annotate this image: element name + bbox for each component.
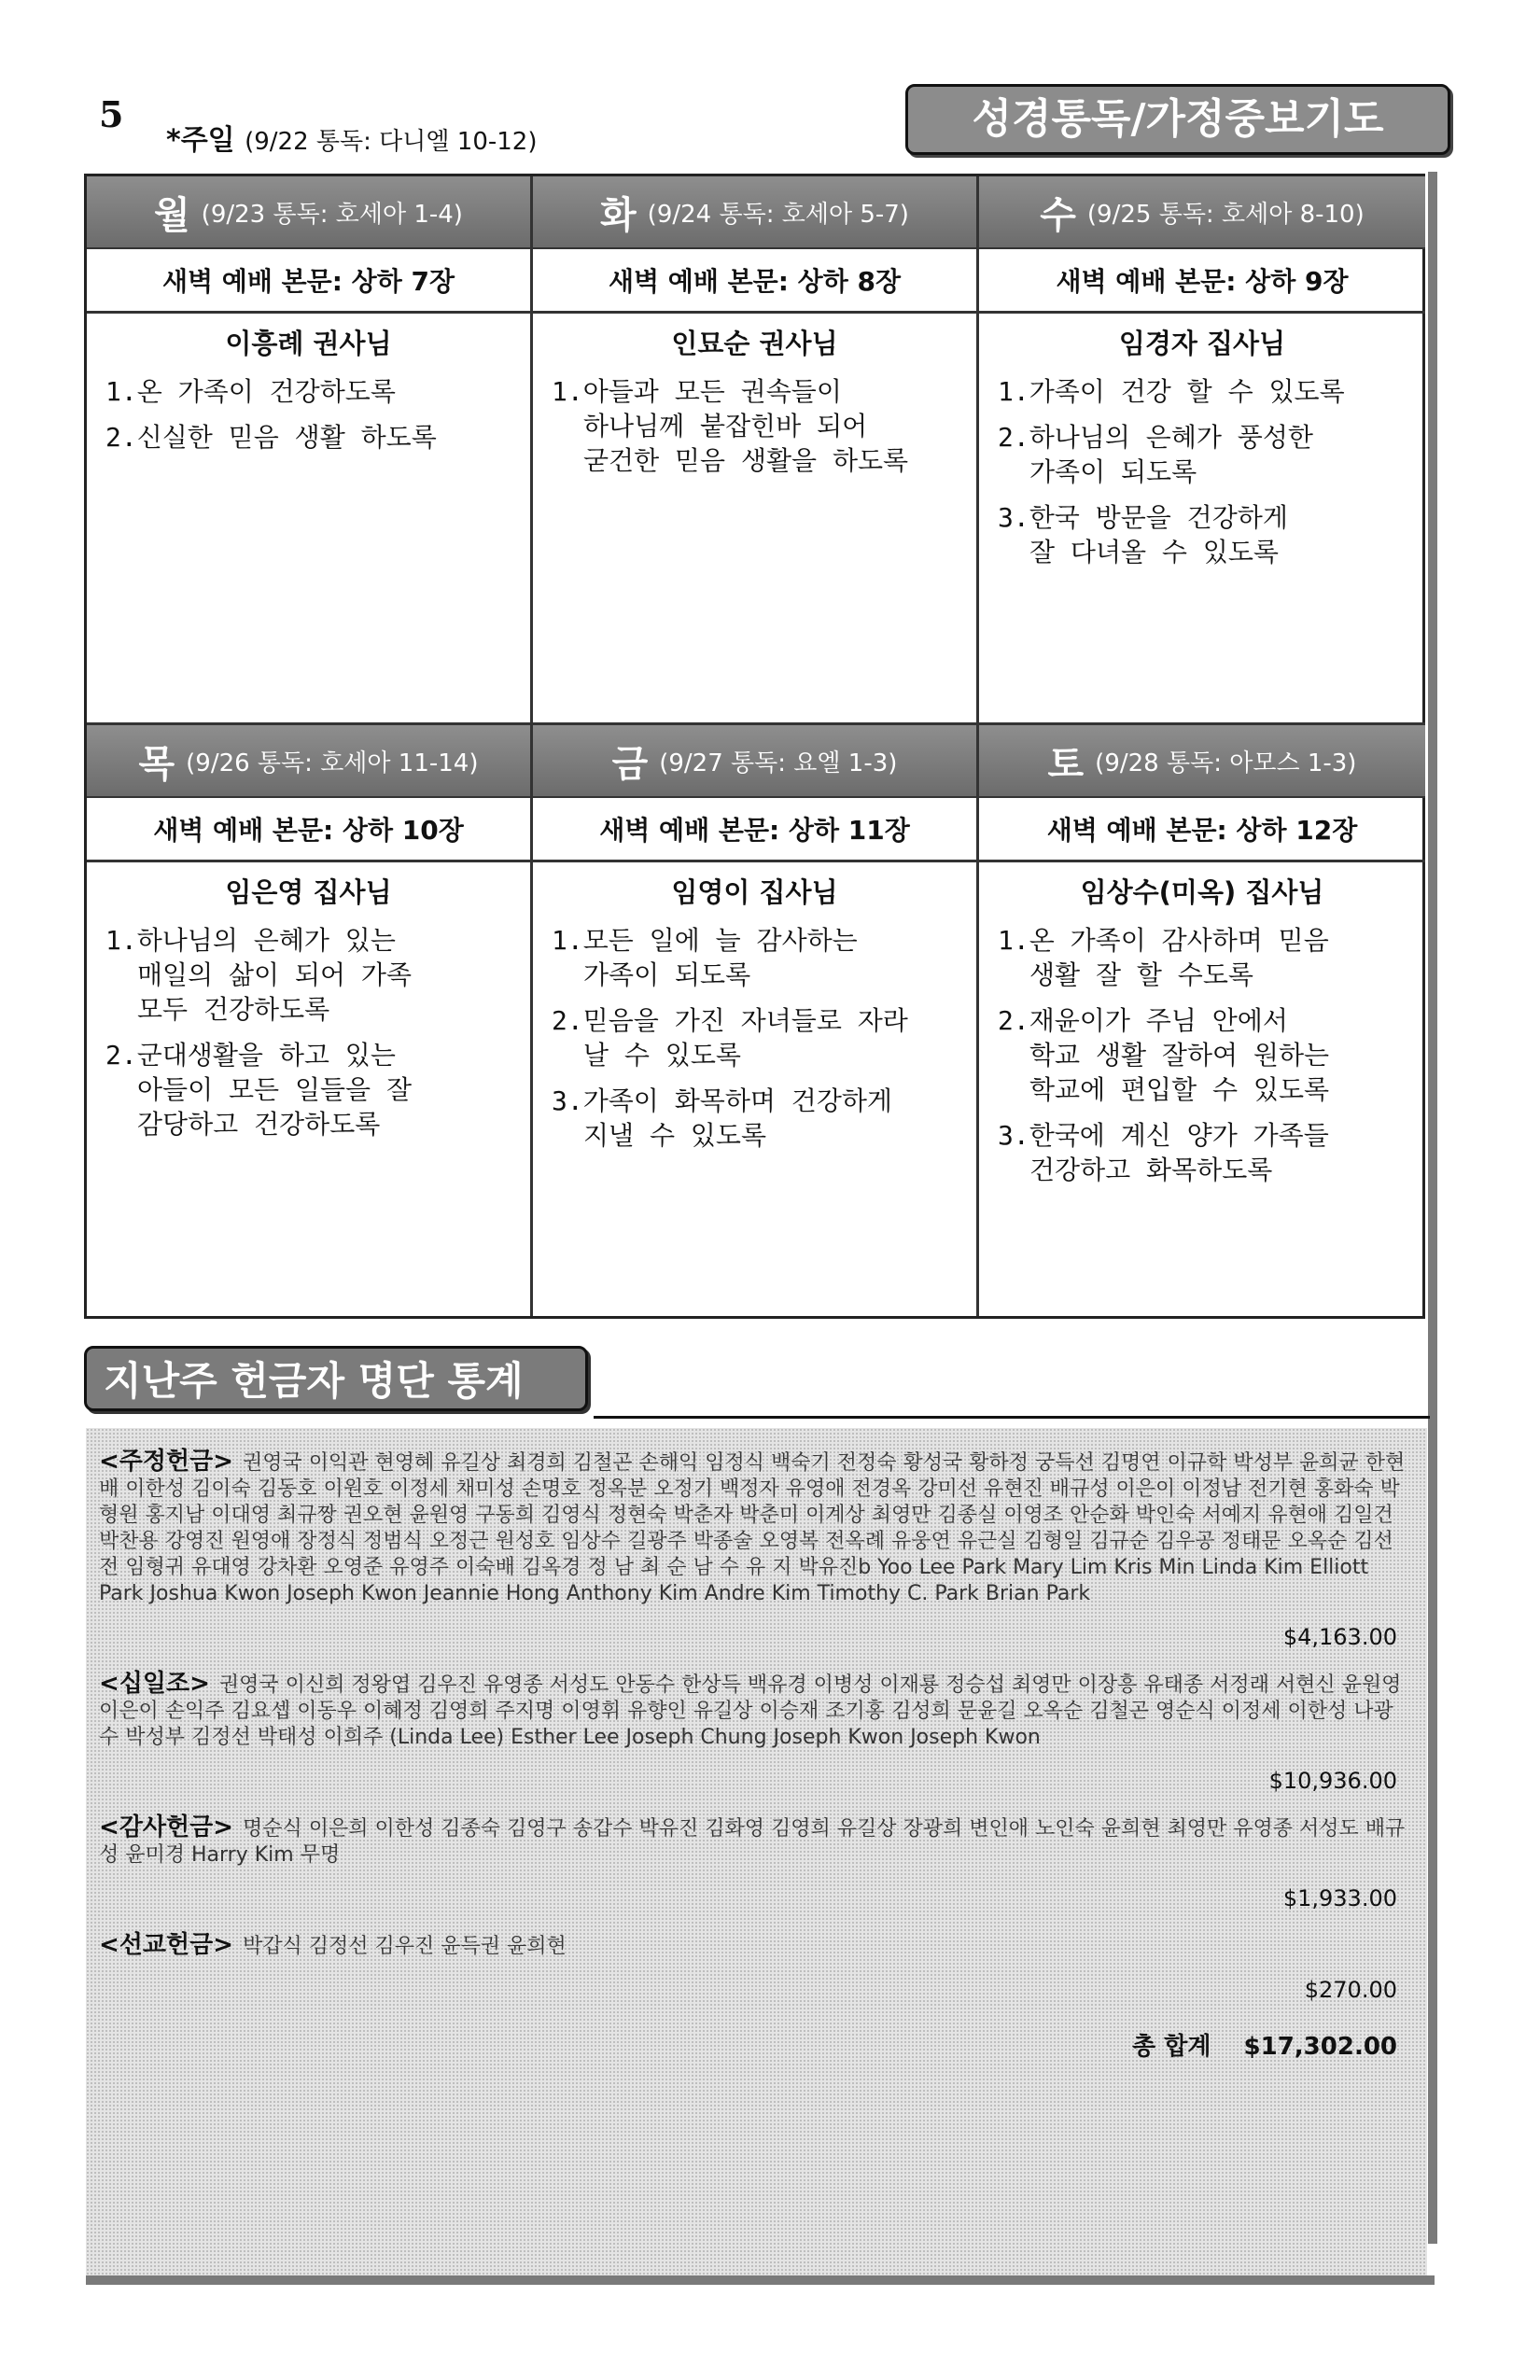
prayer-item: 1.모든 일에 늘 감사하는 가족이 되도록 xyxy=(552,925,858,990)
day-header xyxy=(533,176,976,249)
prayer-item: 2.재윤이가 주님 안에서 학교 생활 잘하여 원하는 학교에 편입할 수 있도록 xyxy=(998,1005,1330,1105)
donor-names: 권영국 이신희 정왕엽 김우진 유영종 서성도 안동수 한상득 백유경 이병성 이재룡 정승섭 최영만 이장흥 유태종 서정래 서현신 윤원영 이은이 손익주 김요셉 이동우 이혜정 김영희 주지명 이영휘 유향인 유길상 이승재 조기홍 김성희 문윤길 오옥순 김철곤 영순식 이정세 이한성 나광수 박성부 김정선 박태성 이희주 (Linda Lee) Esther Lee Joseph Chung Joseph Kwon Joseph Kwon xyxy=(99,1673,1402,1749)
day-reading: (9/24 통독: 호세아 5-7) xyxy=(647,200,909,229)
sermon-text: 새벽 예배 본문: 상하 10장 xyxy=(87,798,530,862)
prayer-item: 3.한국 방문을 건강하게 잘 다녀올 수 있도록 xyxy=(998,502,1288,567)
day-name: 수 xyxy=(1040,193,1076,237)
donor-names: 박갑식 김정선 김우진 윤득권 윤희현 xyxy=(243,1935,567,1958)
sunday-reading-text: (9/22 통독: 다니엘 10-12) xyxy=(245,128,538,156)
prayer-list xyxy=(979,923,1425,1187)
day-reading: (9/27 통독: 요엘 1-3) xyxy=(659,749,898,777)
day-reading: (9/26 통독: 호세아 11-14) xyxy=(186,749,479,777)
offering-list xyxy=(86,1428,1427,2275)
prayer-list xyxy=(533,374,976,478)
prayer-item: 3.가족이 화목하며 건강하게 지낼 수 있도록 xyxy=(552,1085,892,1151)
day-reading: (9/25 통독: 호세아 8-10) xyxy=(1086,200,1365,229)
day-cell xyxy=(533,725,979,1316)
prayer-item: 1.가족이 건강 할 수 있도록 xyxy=(998,376,1345,407)
prayer-item: 1.온 가족이 감사하며 믿음 생활 잘 할 수도록 xyxy=(998,925,1329,990)
day-name: 목 xyxy=(138,742,175,786)
prayer-item: 1.온 가족이 건강하도록 xyxy=(105,376,396,407)
group-label: <감사헌금> xyxy=(99,1813,234,1841)
sermon-text: 새벽 예배 본문: 상하 11장 xyxy=(533,798,976,862)
day-reading: (9/23 통독: 호세아 1-4) xyxy=(201,200,463,229)
day-cell xyxy=(979,725,1425,1316)
group-amount: $4,163.00 xyxy=(1282,1624,1397,1650)
prayer-item: 1.아들과 모든 권속들이 하나님께 붙잡힌바 되어 굳건한 믿음 생활을 하도록 xyxy=(552,376,909,476)
prayer-person: 임경자 집사님 xyxy=(1118,328,1286,359)
day-name: 월 xyxy=(154,193,190,237)
prayer-item: 2.군대생활을 하고 있는 아들이 모든 일들을 잘 감당하고 건강하도록 xyxy=(105,1040,413,1140)
group-label: <주정헌금> xyxy=(99,1448,234,1476)
offering-total xyxy=(99,2027,1408,2062)
group-label: <선교헌금> xyxy=(99,1931,234,1959)
prayer-list xyxy=(533,923,976,1153)
offering-group xyxy=(99,1814,1408,1911)
prayer-list xyxy=(979,374,1425,569)
section-divider xyxy=(594,1416,1430,1419)
sunday-label: *주일 xyxy=(166,124,235,157)
offering-bottom-shadow xyxy=(86,2275,1435,2285)
prayer-item: 1.하나님의 은혜가 있는 매일의 삶이 되어 가족 모두 건강하도록 xyxy=(105,925,413,1025)
offering-group xyxy=(99,1449,1408,1650)
day-cell xyxy=(979,176,1425,725)
sunday-reading xyxy=(166,117,537,158)
day-header xyxy=(533,725,976,798)
prayer-item: 3.한국에 계신 양가 가족들 건강하고 화목하도록 xyxy=(998,1120,1329,1185)
sermon-text: 새벽 예배 본문: 상하 8장 xyxy=(533,249,976,314)
prayer-person: 임은영 집사님 xyxy=(225,876,392,908)
offering-group xyxy=(99,1671,1408,1794)
day-cell xyxy=(533,176,979,725)
day-header xyxy=(87,176,530,249)
donor-names: 명순식 이은희 이한성 김종숙 김영구 송갑수 박유진 김화영 김영희 유길상 장광희 변인애 노인숙 윤희현 최영만 유영종 서성도 배규성 윤미경 Harry Kim 무명 xyxy=(99,1817,1406,1867)
donor-names: 권영국 이익관 현영혜 유길상 최경희 김철곤 손해익 임정식 백숙기 전정숙 황성국 황하정 궁득선 김명연 이규학 박성부 윤희균 한현배 이한성 김이숙 김동호 이원호 이정세 채미성 손명호 정옥분 오정기 백정자 유영애 전경옥 강미선 유현진 배규성 이은이 이정남 전기현 홍화숙 박형원 홍지남 이대영 최규짱 권오현 윤원영 구동희 김영식 정현숙 박춘자 박춘미 이계상 최영만 김종실 이영조 안순화 박인숙 서예지 유현애 김일건 박찬용 강영진 원영애 장정식 정범식 오정근 원성호 임상수 길광주 박종술 오영복 전옥례 유웅연 유근실 김형일 김규순 김우공 정태문 오옥순 김선전 임형귀 유대영 강차환 오영준 유영주 이숙배 김옥경 정 남 최 순 남 수 유 지 박유진b Yoo Lee Park Mary Lim Kris Min Linda Kim Elliott Park Joshua Kwon Joseph Kwon Jeannie Hong Anthony Kim Andre Kim Timothy C. Park Brian Park xyxy=(99,1451,1406,1605)
day-cell xyxy=(87,176,533,725)
prayer-list xyxy=(87,374,530,455)
day-name: 금 xyxy=(611,742,649,786)
prayer-grid xyxy=(84,174,1425,1319)
offering-section-title: 지난주 헌금자 명단 통계 xyxy=(84,1346,588,1411)
total-label: 총 합계 xyxy=(1132,2033,1211,2061)
total-amount: $17,302.00 xyxy=(1243,2033,1397,2061)
sermon-text: 새벽 예배 본문: 상하 7장 xyxy=(87,249,530,314)
day-header xyxy=(979,176,1425,249)
prayer-person: 임상수(미옥) 집사님 xyxy=(1080,876,1324,908)
day-cell xyxy=(87,725,533,1316)
prayer-person: 이흥례 권사님 xyxy=(225,328,392,359)
sermon-text: 새벽 예배 본문: 상하 12장 xyxy=(979,798,1425,862)
day-header xyxy=(87,725,530,798)
page-shadow-bar xyxy=(1428,172,1437,2244)
prayer-item: 2.하나님의 은혜가 풍성한 가족이 되도록 xyxy=(998,422,1313,487)
offering-group xyxy=(99,1932,1408,2003)
day-reading: (9/28 통독: 아모스 1-3) xyxy=(1095,749,1357,777)
group-amount: $1,933.00 xyxy=(1282,1885,1397,1911)
sermon-text: 새벽 예배 본문: 상하 9장 xyxy=(979,249,1425,314)
day-header xyxy=(979,725,1425,798)
group-amount: $270.00 xyxy=(1304,1977,1397,2003)
prayer-person: 임영이 집사님 xyxy=(671,876,838,908)
group-amount: $10,936.00 xyxy=(1268,1768,1397,1794)
day-name: 토 xyxy=(1047,742,1085,786)
page-number: 5 xyxy=(99,93,124,135)
prayer-person: 인묘순 권사님 xyxy=(671,328,838,359)
section-banner: 성경통독/가정중보기도 xyxy=(905,84,1450,155)
day-name: 화 xyxy=(600,193,637,237)
prayer-list xyxy=(87,923,530,1141)
prayer-item: 2.신실한 믿음 생활 하도록 xyxy=(105,422,437,453)
group-label: <십일조> xyxy=(99,1670,210,1698)
prayer-item: 2.믿음을 가진 자녀들로 자라 날 수 있도록 xyxy=(552,1005,908,1071)
